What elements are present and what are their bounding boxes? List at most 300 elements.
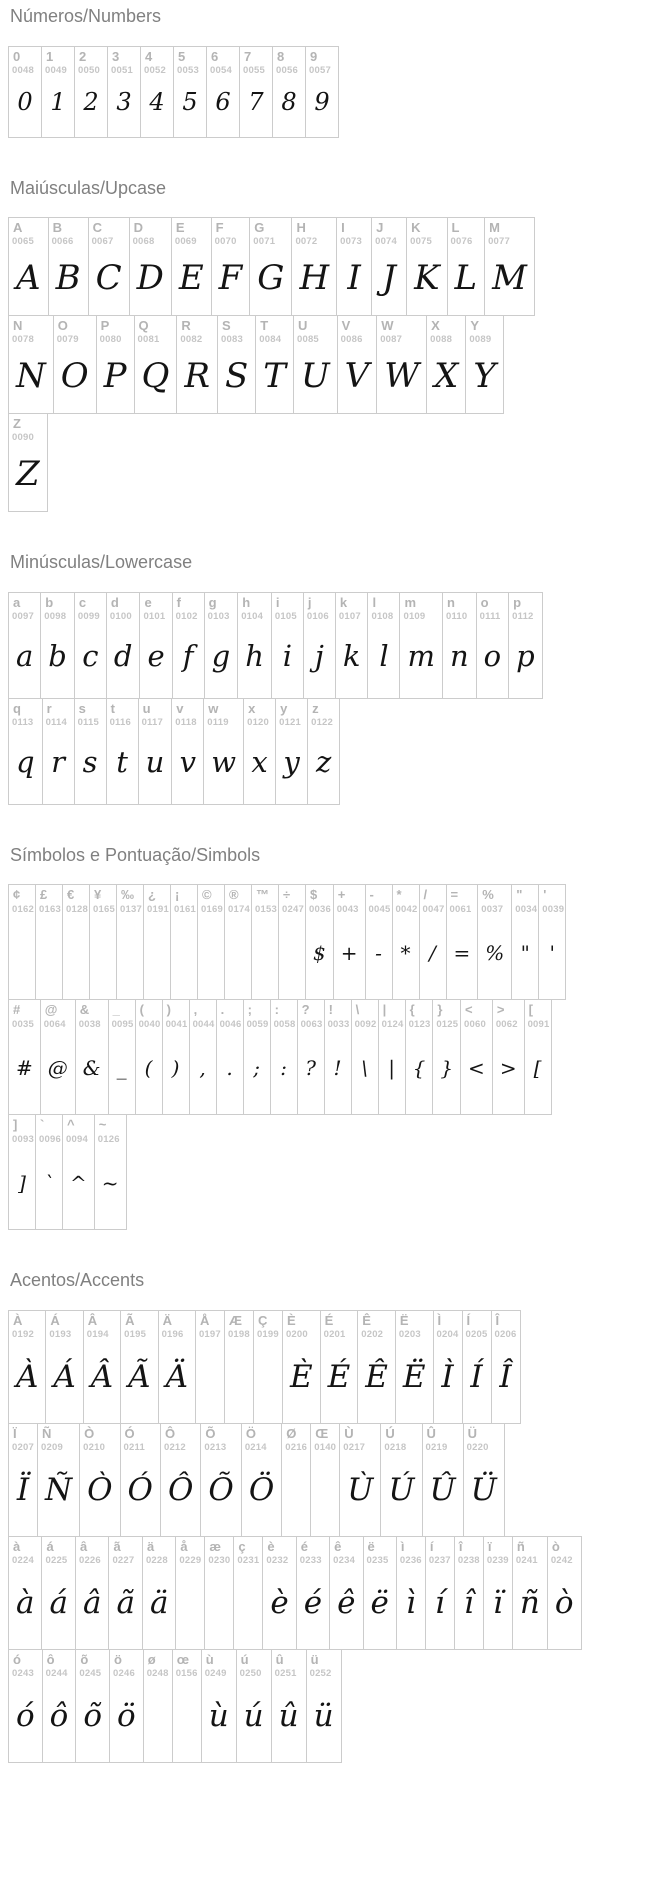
char-label: © (202, 887, 212, 903)
char-cell-0072 (291, 217, 337, 316)
char-glyph: \ (361, 1056, 368, 1081)
char-cell-0210 (79, 1423, 120, 1537)
char-code: 0230 (208, 1555, 231, 1567)
char-label: Ï (13, 1425, 17, 1441)
char-label: ä (146, 1538, 155, 1554)
char-code: 0095 (111, 1018, 134, 1030)
char-glyph: z (315, 744, 332, 779)
char-glyph: P (103, 355, 127, 396)
char-label: H (296, 220, 306, 236)
char-cell-0125 (432, 999, 461, 1115)
char-label: ` (40, 1117, 45, 1133)
char-cell-0089 (465, 315, 503, 414)
char-glyph: J (382, 257, 396, 298)
char-code: 0104 (241, 611, 264, 623)
char-code: 0236 (399, 1555, 422, 1567)
char-glyph: ì (405, 1585, 416, 1622)
char-cell-0062 (492, 999, 525, 1115)
char-code: 0107 (338, 611, 361, 623)
char-label: N (13, 318, 23, 334)
char-code: 0202 (361, 1329, 384, 1341)
char-label: @ (44, 1002, 58, 1018)
char-cell-0066 (48, 217, 89, 316)
char-label: ? (301, 1002, 310, 1018)
char-glyph: $ (313, 941, 326, 966)
char-code: 0099 (77, 611, 100, 623)
char-label: f (176, 594, 181, 610)
char-label: ] (13, 1117, 18, 1133)
char-label: Ó (124, 1425, 135, 1441)
char-code: 0125 (436, 1018, 459, 1030)
char-cell-0198 (224, 1310, 254, 1424)
char-code: 0044 (192, 1018, 215, 1030)
char-cell-0082 (176, 315, 218, 414)
section-title-symbols: Símbolos e Pontuação/Simbols (10, 844, 261, 865)
char-label: Ø (286, 1425, 297, 1441)
char-code: 0242 (550, 1555, 573, 1567)
char-glyph: H (299, 257, 330, 298)
char-glyph (171, 915, 197, 999)
char-glyph: x (251, 744, 268, 779)
char-code: 0080 (99, 334, 122, 346)
char-code: 0073 (340, 236, 363, 248)
char-glyph: / (429, 941, 436, 966)
char-code: 0062 (495, 1018, 518, 1030)
char-code: 0153 (255, 903, 277, 915)
char-code: 0165 (93, 903, 115, 915)
char-code: 0066 (51, 236, 74, 248)
char-code: 0109 (403, 611, 426, 623)
char-glyph: > (499, 1056, 517, 1081)
char-label: û (275, 1651, 284, 1667)
char-code: 0233 (299, 1555, 322, 1567)
char-glyph: k (342, 638, 361, 673)
char-code: 0118 (175, 717, 197, 729)
char-code: 0228 (145, 1555, 168, 1567)
char-code: 0116 (109, 717, 131, 729)
char-glyph: p (516, 638, 535, 673)
char-cell-0229 (175, 1536, 205, 1650)
char-label: ™ (256, 887, 269, 903)
char-label: ñ (516, 1538, 525, 1554)
char-code: 0206 (494, 1329, 517, 1341)
char-row (8, 315, 661, 414)
char-glyph (144, 1680, 172, 1762)
char-label: ë (367, 1538, 375, 1554)
char-cell-0163 (35, 884, 63, 1000)
char-glyph: L (454, 257, 478, 298)
char-glyph: Q (141, 355, 170, 396)
char-code: 0219 (425, 1442, 448, 1454)
char-label: ö (114, 1651, 122, 1667)
char-glyph (176, 1567, 204, 1649)
char-cell-0080 (96, 315, 135, 414)
char-glyph: 7 (248, 88, 264, 117)
char-cell-0099 (74, 592, 107, 699)
char-cell-0053 (173, 46, 207, 138)
char-glyph: R (184, 355, 210, 396)
char-cell-0093 (8, 1114, 36, 1230)
char-glyph: 6 (215, 88, 231, 117)
char-cell-0200 (282, 1310, 321, 1424)
char-code: 0045 (368, 903, 391, 915)
char-label: : (274, 1002, 279, 1018)
char-label: $ (310, 887, 318, 903)
char-code: 0194 (86, 1329, 109, 1341)
char-label: _ (112, 1002, 120, 1018)
char-cell-0105 (271, 592, 304, 699)
char-label: á (46, 1538, 54, 1554)
char-cell-0049 (41, 46, 75, 138)
char-code: 0064 (43, 1018, 66, 1030)
char-glyph: e (147, 638, 165, 673)
char-glyph: Ê (365, 1359, 388, 1396)
char-row (8, 884, 661, 1000)
char-cell-0235 (363, 1536, 397, 1650)
char-label: \ (355, 1002, 360, 1018)
char-cell-0209 (37, 1423, 80, 1537)
char-label: a (13, 594, 21, 610)
char-glyph: ó (16, 1698, 35, 1735)
char-label: 3 (112, 48, 120, 64)
char-glyph: ! (333, 1056, 342, 1081)
char-glyph (311, 1454, 339, 1536)
char-glyph: g (211, 638, 231, 673)
char-code: 0089 (469, 334, 492, 346)
char-code: 0224 (12, 1555, 34, 1567)
char-cell-0206 (491, 1310, 521, 1424)
char-label: ò (551, 1538, 560, 1554)
char-glyph: ; (253, 1056, 260, 1081)
char-code: 0245 (79, 1668, 102, 1680)
char-glyph: % (485, 941, 505, 966)
char-cell-0046 (216, 999, 244, 1115)
char-glyph: a (16, 638, 34, 673)
char-glyph: ? (305, 1056, 316, 1081)
char-glyph: à (16, 1585, 35, 1622)
char-cell-0039 (538, 884, 566, 1000)
char-table (8, 592, 661, 805)
char-label: q (13, 700, 21, 716)
section-numbers (8, 6, 661, 138)
char-cell-0245 (75, 1649, 110, 1763)
char-code: 0220 (466, 1442, 489, 1454)
char-glyph: Â (90, 1359, 114, 1396)
char-glyph: S (225, 355, 249, 396)
char-cell-0048 (8, 46, 42, 138)
char-cell-0237 (425, 1536, 455, 1650)
char-glyph: m (407, 638, 435, 673)
char-code: 0192 (12, 1329, 34, 1341)
char-label: l (372, 594, 377, 610)
char-glyph: Ä (165, 1359, 188, 1396)
char-code: 0156 (175, 1668, 198, 1680)
char-label: 9 (310, 48, 318, 64)
char-cell-0194 (83, 1310, 121, 1424)
char-label: Ã (125, 1312, 135, 1328)
character-map (8, 6, 661, 1763)
char-label: g (208, 594, 217, 610)
char-code: 0038 (78, 1018, 101, 1030)
char-glyph: é (303, 1585, 323, 1622)
char-glyph: Õ (208, 1472, 234, 1509)
char-cell-0225 (41, 1536, 75, 1650)
char-code: 0078 (12, 334, 34, 346)
char-code: 0054 (210, 64, 232, 76)
char-glyph: w (211, 744, 237, 779)
char-cell-0250 (236, 1649, 272, 1763)
char-label: í (429, 1538, 434, 1554)
char-cell-0117 (138, 698, 173, 805)
char-code: 0040 (138, 1018, 161, 1030)
char-cell-0119 (203, 698, 244, 805)
char-glyph: y (283, 744, 300, 779)
char-cell-0140 (310, 1423, 340, 1537)
char-glyph: | (388, 1056, 395, 1081)
char-glyph: Ñ (45, 1472, 73, 1509)
section-title-accents: Acentos/Accents (10, 1270, 145, 1291)
char-glyph: o (483, 638, 502, 673)
char-code: 0103 (207, 611, 230, 623)
char-glyph: À (16, 1359, 39, 1396)
char-cell-0233 (296, 1536, 330, 1650)
char-code: 0217 (343, 1442, 366, 1454)
char-cell-0086 (337, 315, 378, 414)
char-label: W (381, 318, 394, 334)
char-glyph: ò (554, 1585, 574, 1622)
char-cell-0094 (62, 1114, 95, 1230)
char-glyph: n (449, 638, 469, 673)
char-label: k (339, 594, 348, 610)
char-cell-0203 (395, 1310, 434, 1424)
section-lower (8, 552, 661, 805)
char-cell-0219 (422, 1423, 464, 1537)
char-cell-0045 (365, 884, 393, 1000)
char-row (8, 217, 661, 316)
char-glyph (225, 915, 251, 999)
char-glyph: 8 (281, 88, 297, 117)
char-code: 0251 (274, 1668, 297, 1680)
char-glyph: Ó (127, 1472, 153, 1509)
char-cell-0101 (139, 592, 172, 699)
char-label: d (110, 594, 119, 610)
char-row (8, 46, 661, 138)
char-label: ü (310, 1651, 319, 1667)
char-code: 0049 (45, 64, 67, 76)
char-code: 0097 (12, 611, 34, 623)
char-glyph: < (468, 1056, 485, 1081)
char-cell-0137 (116, 884, 144, 1000)
char-code: 0140 (314, 1442, 337, 1454)
char-code: 0113 (12, 717, 34, 729)
char-glyph: 3 (116, 88, 132, 117)
char-label: æ (209, 1538, 221, 1554)
char-label: i (275, 594, 280, 610)
char-label: ; (247, 1002, 252, 1018)
char-code: 0225 (45, 1555, 68, 1567)
char-label: Î (495, 1312, 500, 1328)
char-cell-0123 (405, 999, 434, 1115)
char-glyph: Y (473, 355, 496, 396)
char-code: 0226 (78, 1555, 101, 1567)
char-glyph: * (400, 941, 411, 966)
char-label: ô (46, 1651, 55, 1667)
char-glyph (279, 915, 305, 999)
char-glyph: ñ (519, 1585, 540, 1622)
char-glyph (205, 1567, 233, 1649)
char-code: 0085 (296, 334, 319, 346)
char-glyph: ] (18, 1171, 26, 1196)
char-glyph: O (60, 355, 89, 396)
char-code: 0082 (180, 334, 203, 346)
char-cell-0038 (75, 999, 109, 1115)
char-code: 0086 (340, 334, 363, 346)
char-label: c (78, 594, 87, 610)
char-code: 0069 (174, 236, 197, 248)
char-code: 0191 (147, 903, 169, 915)
char-cell-0036 (305, 884, 334, 1000)
char-label: Ü (467, 1425, 478, 1441)
char-glyph: 9 (314, 88, 330, 117)
char-cell-0247 (278, 884, 306, 1000)
char-label: Ö (245, 1425, 256, 1441)
char-label: . (220, 1002, 225, 1018)
char-label: Ñ (42, 1425, 52, 1441)
char-cell-0081 (134, 315, 178, 414)
char-label: T (260, 318, 269, 334)
char-glyph: i (282, 638, 293, 673)
char-code: 0090 (12, 432, 34, 444)
char-label: S (222, 318, 231, 334)
char-label: O (57, 318, 68, 334)
char-label: + (337, 887, 346, 903)
char-label: ÷ (283, 887, 291, 903)
char-label: - (369, 887, 374, 903)
char-label: Õ (205, 1425, 216, 1441)
char-cell-0076 (447, 217, 486, 316)
char-code: 0100 (109, 611, 132, 623)
char-code: 0111 (479, 611, 501, 623)
char-label: é (300, 1538, 309, 1554)
char-row (8, 999, 661, 1115)
char-code: 0232 (266, 1555, 289, 1567)
char-code: 0239 (486, 1555, 509, 1567)
char-cell-0242 (547, 1536, 582, 1650)
char-code: 0092 (354, 1018, 377, 1030)
char-label: ù (205, 1651, 214, 1667)
section-title-upper: Maiúsculas/Upcase (10, 177, 167, 198)
char-cell-0060 (460, 999, 493, 1115)
char-glyph: s (82, 744, 98, 779)
char-row (8, 1310, 661, 1424)
char-label: , (193, 1002, 198, 1018)
char-glyph: ô (49, 1698, 69, 1735)
char-label: ¡ (175, 887, 180, 903)
char-cell-0169 (197, 884, 225, 1000)
char-glyph: U (300, 355, 330, 396)
char-code: 0201 (323, 1329, 346, 1341)
char-label: = (450, 887, 459, 903)
char-code: 0039 (542, 903, 565, 915)
char-label: [ (528, 1002, 533, 1018)
char-cell-0230 (204, 1536, 234, 1650)
char-glyph (198, 915, 224, 999)
char-glyph: Á (53, 1359, 76, 1396)
char-glyph: Ë (402, 1359, 426, 1396)
char-label: Ç (257, 1312, 268, 1328)
char-label: Q (138, 318, 149, 334)
char-code: 0193 (49, 1329, 72, 1341)
char-label: j (307, 594, 312, 610)
char-cell-0106 (303, 592, 336, 699)
char-code: 0105 (274, 611, 297, 623)
char-label: Ä (162, 1312, 172, 1328)
char-glyph (144, 915, 170, 999)
char-code: 0037 (481, 903, 504, 915)
char-glyph: ä (149, 1585, 169, 1622)
char-glyph (234, 1567, 262, 1649)
char-cell-0224 (8, 1536, 42, 1650)
char-code: 0203 (398, 1329, 421, 1341)
char-label: î (458, 1538, 463, 1554)
char-cell-0054 (206, 46, 240, 138)
char-code: 0137 (120, 903, 142, 915)
char-cell-0246 (109, 1649, 144, 1763)
char-label: A (13, 220, 23, 236)
char-cell-0040 (135, 999, 163, 1115)
char-label: ú (240, 1651, 249, 1667)
char-cell-0092 (351, 999, 379, 1115)
char-label: b (45, 594, 54, 610)
char-cell-0069 (171, 217, 212, 316)
char-glyph: " (520, 941, 530, 966)
char-code: 0061 (449, 903, 472, 915)
char-label: K (411, 220, 421, 236)
char-row (8, 592, 661, 699)
char-label: ê (334, 1538, 342, 1554)
char-label: F (215, 220, 224, 236)
char-glyph: ( (144, 1056, 153, 1081)
char-glyph: c (82, 638, 99, 673)
char-code: 0041 (165, 1018, 188, 1030)
char-glyph: è (270, 1585, 289, 1622)
char-label: m (404, 594, 417, 610)
char-code: 0122 (311, 717, 334, 729)
char-glyph: & (82, 1056, 101, 1081)
section-symbols (8, 845, 661, 1231)
char-cell-0211 (120, 1423, 161, 1537)
char-code: 0083 (221, 334, 243, 346)
char-label: Í (466, 1312, 471, 1328)
char-glyph: M (492, 257, 527, 298)
char-glyph: X (434, 355, 459, 396)
char-glyph: Z (16, 453, 40, 494)
char-label: Ù (344, 1425, 354, 1441)
char-glyph: W (384, 355, 420, 396)
char-glyph: Ö (248, 1472, 275, 1509)
char-code: 0065 (12, 236, 34, 248)
char-code: 0047 (422, 903, 445, 915)
char-glyph (225, 1341, 253, 1423)
char-label: n (446, 594, 455, 610)
char-glyph: 0 (17, 88, 33, 117)
char-cell-0243 (8, 1649, 43, 1763)
char-glyph: ö (117, 1698, 136, 1735)
char-code: 0043 (336, 903, 359, 915)
char-cell-0084 (255, 315, 294, 414)
char-code: 0098 (44, 611, 67, 623)
char-code: 0074 (375, 236, 398, 248)
